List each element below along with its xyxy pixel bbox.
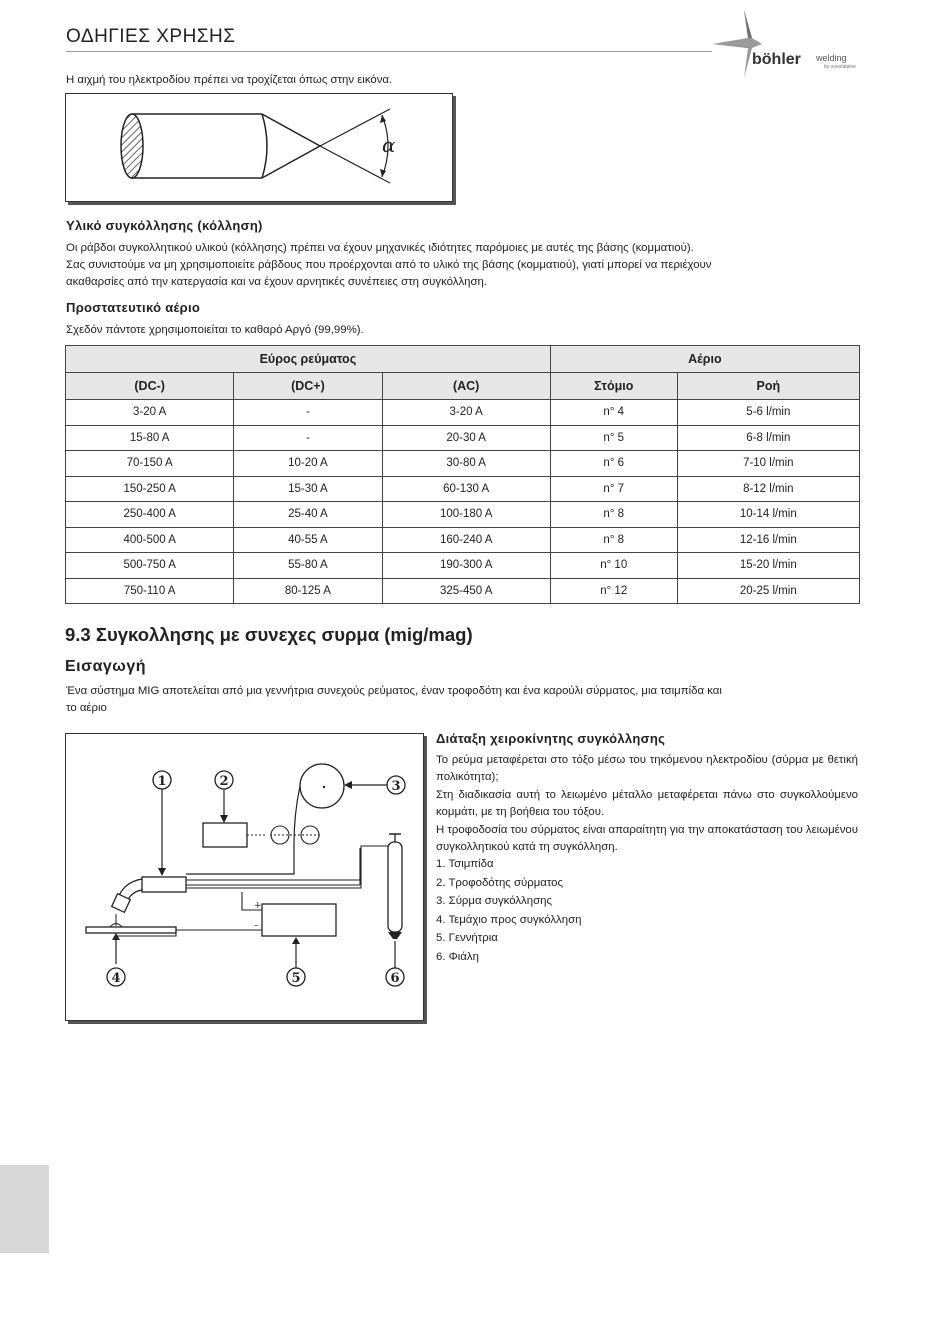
- electrode-tip-drawing: [66, 94, 452, 201]
- table-row: [66, 400, 860, 426]
- table-cell: 150-250 A: [66, 476, 234, 502]
- filler-line-1: Οι ράβδοι συγκολλητικού υλικού (κόλλησης) πρέπει να έχουν μηχανικές ιδιότητες παρόμοιες με αυτές της βάσης (κομματιού).: [66, 242, 694, 254]
- col-header-flow: Ροή: [677, 373, 859, 400]
- intro-line-2: το αέριο: [66, 702, 107, 714]
- list-item: 6. Φιάλη: [436, 950, 479, 963]
- table-cell: 20-25 l/min: [677, 578, 859, 604]
- mig-diagram-drawing: [66, 734, 423, 1020]
- callout-4-label: 4: [111, 971, 121, 986]
- list-item: 3. Σύρμα συγκόλλησης: [436, 895, 552, 907]
- table-column-header-row: [66, 373, 860, 400]
- table-cell: n° 4: [550, 400, 677, 426]
- intro-heading: Εισαγωγή: [65, 658, 146, 675]
- table-cell: n° 8: [550, 527, 677, 553]
- gas-group-header: Αέριο: [550, 346, 859, 373]
- table-cell: 12-16 l/min: [677, 527, 859, 553]
- table-row: [66, 502, 860, 528]
- logo-subtitle: welding: [816, 53, 847, 63]
- gas-parameters-table: [65, 345, 860, 604]
- section-title: 9.3 Συγκολλησης με συνεχες συρμα (mig/mag): [65, 624, 473, 645]
- table-cell: n° 7: [550, 476, 677, 502]
- torch-nozzle: [112, 894, 131, 913]
- callout-6-label: 6: [390, 971, 400, 986]
- table-row: [66, 527, 860, 553]
- table-cell: 15-80 A: [66, 425, 234, 451]
- list-item: 2. Τροφοδότης σύρματος: [436, 876, 564, 889]
- table-row: [66, 476, 860, 502]
- table-cell: 400-500 A: [66, 527, 234, 553]
- svg-text:+: +: [254, 901, 262, 911]
- table-cell: 60-130 A: [382, 476, 550, 502]
- table-cell: 55-80 A: [234, 553, 382, 579]
- col-header-nozzle: Στόμιο: [550, 373, 677, 400]
- logo-subtitle-small: by voestalpine: [824, 64, 856, 70]
- table-cell: 500-750 A: [66, 553, 234, 579]
- gas-text: Σχεδόν πάντοτε χρησιμοποιείται το καθαρό Αργό (99,99%).: [66, 324, 364, 336]
- table-cell: 750-110 A: [66, 578, 234, 604]
- table-cell: -: [234, 425, 382, 451]
- table-cell: 3-20 A: [382, 400, 550, 426]
- table-cell: n° 5: [550, 425, 677, 451]
- wire-spool: [300, 764, 344, 808]
- logo-wordmark: böhler: [752, 51, 801, 68]
- table-cell: 25-40 A: [234, 502, 382, 528]
- callout-3-label: 3: [391, 779, 401, 794]
- table-cell: 7-10 l/min: [677, 451, 859, 477]
- angle-label: α: [382, 133, 396, 157]
- col-header-dc-pos: (DC+): [234, 373, 382, 400]
- filler-line-2: Σας συνιστούμε να μη χρησιμοποιείτε ράβδους που προέρχονται από το υλικό της βάσης (κομματιού), γιατί μπορεί να περιέχουν: [66, 259, 712, 271]
- arrangement-paragraph-2: Στη διαδικασία αυτή το λειωμένο μέταλλο μεταφέρεται πάνω στο συγκολλούμενο κομμάτι, με τη βοήθεια του τόξου.: [436, 789, 858, 818]
- table-cell: 80-125 A: [234, 578, 382, 604]
- gas-cylinder: [388, 842, 402, 932]
- table-cell: 6-8 l/min: [677, 425, 859, 451]
- gas-heading: Προστατευτικό αέριο: [66, 300, 201, 315]
- arrangement-paragraph-3: Η τροφοδοσία του σύρματος είναι απαραίτητη για την αποκατάσταση του λειωμένου συγκολλητικού κατά τη συγκόλληση.: [436, 824, 858, 853]
- table-cell: 10-20 A: [234, 451, 382, 477]
- callout-2-label: 2: [219, 774, 229, 789]
- table-row: [66, 451, 860, 477]
- page-header-title: ΟΔΗΓΙΕΣ ΧΡΗΣΗΣ: [66, 26, 236, 47]
- table-row: [66, 578, 860, 604]
- filler-line-3: ακαθαρσίες από την κατεργασία και να έχουν αρνητικές συνέπειες στη συγκόλληση.: [66, 276, 488, 288]
- wire-feeder-box: [203, 823, 247, 847]
- table-cell: n° 6: [550, 451, 677, 477]
- electrode-intro: Η αιχμή του ηλεκτροδίου πρέπει να τροχίζεται όπως στην εικόνα.: [66, 74, 393, 86]
- list-item: 5. Γεννήτρια: [436, 932, 498, 944]
- table-cell: 160-240 A: [382, 527, 550, 553]
- list-item: 1. Τσιμπίδα: [436, 858, 494, 870]
- intro-line-1: Ένα σύστημα MIG αποτελείται από μια γεννήτρια συνεχούς ρεύματος, έναν τροφοδότη και ένα καρούλι σύρματος, μια τσιμπίδα και: [66, 685, 722, 697]
- table-cell: 5-6 l/min: [677, 400, 859, 426]
- table-cell: 325-450 A: [382, 578, 550, 604]
- callout-5-label: 5: [291, 971, 301, 986]
- filler-heading: Υλικό συγκόλλησης (κόλληση): [66, 218, 263, 233]
- table-cell: 100-180 A: [382, 502, 550, 528]
- table-cell: 40-55 A: [234, 527, 382, 553]
- page-side-tab: [0, 1165, 49, 1253]
- workpiece: [86, 927, 176, 933]
- col-header-dc-neg: (DC-): [66, 373, 234, 400]
- table-cell: 10-14 l/min: [677, 502, 859, 528]
- table-cell: 3-20 A: [66, 400, 234, 426]
- table-cell: n° 8: [550, 502, 677, 528]
- col-header-ac: (AC): [382, 373, 550, 400]
- table-cell: 250-400 A: [66, 502, 234, 528]
- table-group-header-row: [66, 346, 860, 373]
- component-list: [436, 855, 581, 966]
- arrangement-heading: Διάταξη χειροκίνητης συγκόλλησης: [436, 731, 666, 746]
- table-cell: n° 10: [550, 553, 677, 579]
- table-cell: 30-80 A: [382, 451, 550, 477]
- generator-box: [262, 904, 336, 936]
- table-cell: 190-300 A: [382, 553, 550, 579]
- table-cell: 8-12 l/min: [677, 476, 859, 502]
- arrangement-paragraph-1: Το ρεύμα μεταφέρεται στο τόξο μέσω του τηκόμενου ηλεκτροδίου (σύρμα με θετική πολικότητα);: [436, 754, 858, 783]
- table-cell: 15-20 l/min: [677, 553, 859, 579]
- electrode-figure: [65, 93, 453, 202]
- torch-handle: [142, 877, 186, 892]
- header-divider: [66, 51, 712, 52]
- table-cell: 70-150 A: [66, 451, 234, 477]
- table-cell: 15-30 A: [234, 476, 382, 502]
- table-row: [66, 425, 860, 451]
- callout-1-label: 1: [157, 774, 167, 789]
- table-cell: n° 12: [550, 578, 677, 604]
- list-item: 4. Τεμάχιο προς συγκόλληση: [436, 913, 582, 926]
- svg-text:–: –: [254, 921, 259, 931]
- mig-system-diagram: [65, 733, 424, 1021]
- table-row: [66, 553, 860, 579]
- table-cell: -: [234, 400, 382, 426]
- current-range-header: Εύρος ρεύματος: [66, 346, 551, 373]
- table-cell: 20-30 A: [382, 425, 550, 451]
- bohler-logo: [704, 8, 864, 80]
